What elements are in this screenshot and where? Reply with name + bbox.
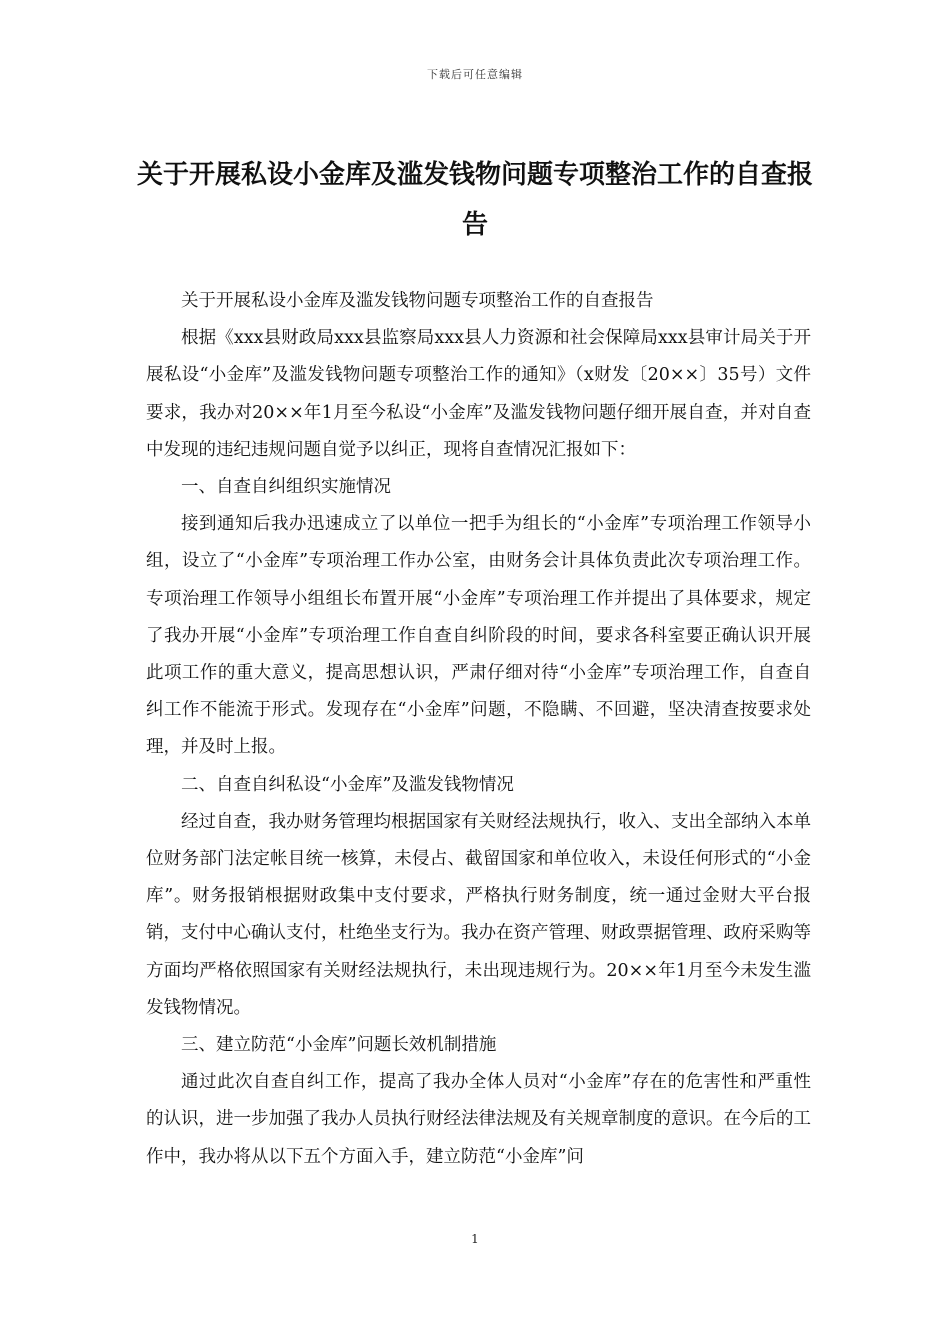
header-note: 下载后可任意编辑 bbox=[427, 68, 523, 81]
section-heading-1: 一、自查自纠组织实施情况 bbox=[181, 477, 391, 498]
paragraph-section-3: 通过此次自查自纠工作，提高了我办全体人员对“小金库”存在的危害性和严重性的认识，进一步加强了我办人员执行财经法律法规及有关规章制度的意识。在今后的工作中，我办将从以下五个方面入手，建立防范“小金库”问 bbox=[146, 1072, 811, 1167]
page-number: 1 bbox=[471, 1232, 479, 1246]
paragraph-section-1: 接到通知后我办迅速成立了以单位一把手为组长的“小金库”专项治理工作领导小组，设立了“小金库”专项治理工作办公室，由财务会计具体负责此次专项治理工作。专项治理工作领导小组组长布置开展“小金库”专项治理工作并提出了具体要求，规定了我办开展“小金库”专项治理工作自查自纠阶段的时间，要求各科室要正确认识开展此项工作的重大意义，提高思想认识，严肃仔细对待“小金库”专项治理工作，自查自纠工作不能流于形式。发现存在“小金库”问题，不隐瞒、不回避，坚决清查按要求处理，并及时上报。 bbox=[146, 514, 811, 758]
section-heading-3: 三、建立防范“小金库”问题长效机制措施 bbox=[181, 1035, 497, 1056]
paragraph-section-2: 经过自查，我办财务管理均根据国家有关财经法规执行，收入、支出全部纳入本单位财务部门法定帐目统一核算，未侵占、截留国家和单位收入，未设任何形式的“小金库”。财务报销根据财政集中支付要求，严格执行财务制度，统一通过金财大平台报销，支付中心确认支付，杜绝坐支行为。我办在资产管理、财政票据管理、政府采购等方面均严格依照国家有关财经法规执行，未出现违规行为。20××年1月至今未发生滥发钱物情况。 bbox=[146, 811, 811, 1018]
section-heading-2: 二、自查自纠私设“小金库”及滥发钱物情况 bbox=[181, 774, 514, 795]
document-title: 关于开展私设小金库及滥发钱物问题专项整治工作的自查报告 bbox=[136, 160, 813, 240]
paragraph-basis: 根据《xxx县财政局xxx县监察局xxx县人力资源和社会保障局xxx县审计局关于开展私设“小金库”及滥发钱物问题专项整治工作的通知》（x财发〔20××〕35号）文件要求，我办对20××年1月至今私设“小金库”及滥发钱物问题仔细开展自查，并对自查中发现的违纪违规问题自觉予以纠正，现将自查情况汇报如下： bbox=[146, 328, 811, 460]
paragraph-intro-title: 关于开展私设小金库及滥发钱物问题专项整治工作的自查报告 bbox=[181, 291, 654, 311]
document-body bbox=[146, 283, 811, 1176]
